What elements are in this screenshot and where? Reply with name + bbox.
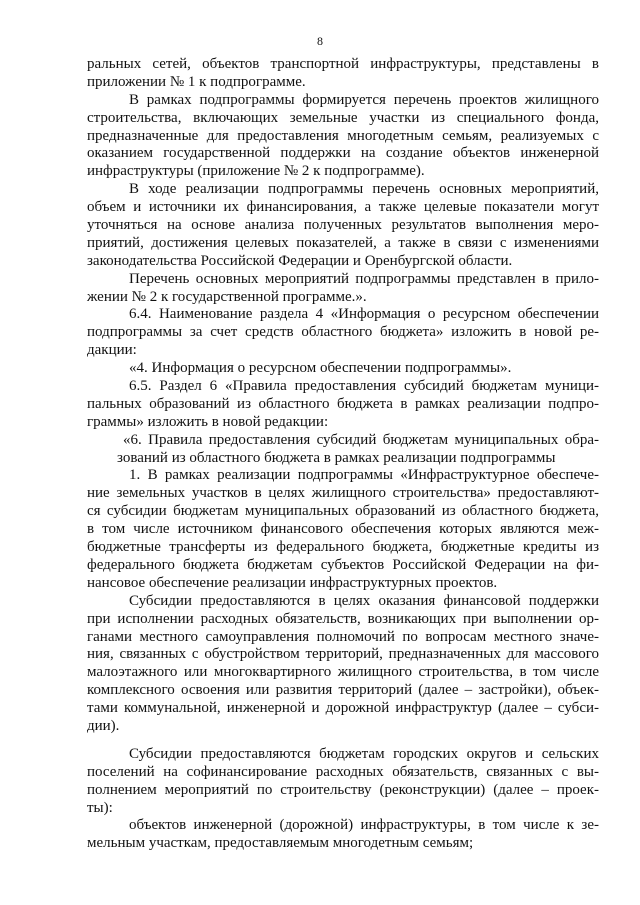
text-line: полнением мероприятий по строительству (реконструкции) (далее – проек- xyxy=(87,781,599,798)
text-line: 6.5. Раздел 6 «Правила предоставления субсидий бюджетам муници- xyxy=(129,378,599,395)
text-line: подпрограммы за счет средств областного бюджета» изложить в новой ре- xyxy=(87,324,599,341)
text-line: оказанием государственной поддержки на создание объектов инженерной xyxy=(87,145,599,162)
text-line: ние земельных участков в целях жилищного строительства» предоставляют- xyxy=(87,485,599,502)
text-line: бюджетные трансферты из федерального бюджета, бюджетные кредиты из xyxy=(87,539,599,556)
text-line: граммы» изложить в новой редакции: xyxy=(87,413,329,430)
text-line: ния, связанных с обустройством территорий, предназначенных для массового xyxy=(87,646,599,663)
text-line: Перечень основных мероприятий подпрограммы представлен в прило- xyxy=(129,270,599,287)
text-line: малоэтажного или многоквартирного жилищного строительства, в том числе xyxy=(87,664,599,681)
page-number: 8 xyxy=(317,34,323,48)
text-line: тами коммунальной, инженерной и дорожной инфраструктур (далее – субси- xyxy=(87,700,599,717)
text-line: ся субсидии бюджетам муниципальных образований из областного бюджета, xyxy=(87,503,599,520)
text-line: мельным участкам, предоставляемым многодетным семьям; xyxy=(87,835,474,852)
text-line: объем и источники их финансирования, а также целевые показатели могут xyxy=(87,199,599,216)
text-line: 1. В рамках реализации подпрограммы «Инфраструктурное обеспече- xyxy=(129,467,599,484)
text-line: дакции: xyxy=(87,342,137,359)
text-line: В рамках подпрограммы формируется перечень проектов жилищного xyxy=(129,91,599,108)
text-line: комплексного освоения или развития территорий (далее – застройки), объек- xyxy=(87,682,599,699)
text-line: уточняться на основе анализа полученных результатов выполнения меро- xyxy=(87,217,599,234)
text-line: приложении № 1 к подпрограмме. xyxy=(87,73,306,90)
text-line: 6.4. Наименование раздела 4 «Информация о ресурсном обеспечении xyxy=(129,306,599,323)
text-line: Субсидии предоставляются в целях оказания финансовой поддержки xyxy=(129,592,599,609)
text-line: инфраструктуры (приложение № 2 к подпрограмме). xyxy=(87,163,425,180)
text-line: дии). xyxy=(87,717,120,734)
text-line: пальных образований из областного бюджета в рамках реализации подпро- xyxy=(87,395,599,412)
text-line: при исполнении расходных обязательств, возникающих при выполнении ор- xyxy=(87,610,599,627)
document-body xyxy=(87,56,599,853)
text-line: предназначенные для предоставления многодетным семьям, реализуемых с xyxy=(87,127,599,144)
text-line: в том числе источником финансового обеспечения которых являются меж- xyxy=(87,521,599,538)
text-line: законодательства Российской Федерации и Оренбургской области. xyxy=(87,252,513,269)
text-line: Субсидии предоставляются бюджетам городских округов и сельских xyxy=(129,745,599,762)
text-line: строительства, включающих земельные участки из специального фонда, xyxy=(87,109,599,126)
text-line: ральных сетей, объектов транспортной инфраструктуры, представлены в xyxy=(87,56,599,72)
text-line: жении № 2 к государственной программе.». xyxy=(87,288,367,305)
text-line: нансовое обеспечение реализации инфраструктурных проектов. xyxy=(87,574,498,591)
text-line: зований из областного бюджета в рамках реализации подпрограммы xyxy=(117,449,556,466)
text-line: ганами местного самоуправления полномочий по вопросам местного значе- xyxy=(87,628,599,645)
text-line: ты): xyxy=(87,799,113,816)
text-line: приятий, достижения целевых показателей, а также в связи с изменениями xyxy=(87,234,599,251)
text-line: поселений на софинансирование расходных обязательств, связанных с вы- xyxy=(87,763,599,780)
text-line: федерального бюджета бюджетам субъектов Российской Федерации на фи- xyxy=(87,556,599,573)
text-line: объектов инженерной (дорожной) инфраструктуры, в том числе к зе- xyxy=(129,817,599,834)
text-line: «4. Информация о ресурсном обеспечении подпрограммы». xyxy=(129,360,512,377)
text-line: «6. Правила предоставления субсидий бюджетам муниципальных обра- xyxy=(123,431,599,448)
text-line: В ходе реализации подпрограммы перечень основных мероприятий, xyxy=(129,181,599,198)
